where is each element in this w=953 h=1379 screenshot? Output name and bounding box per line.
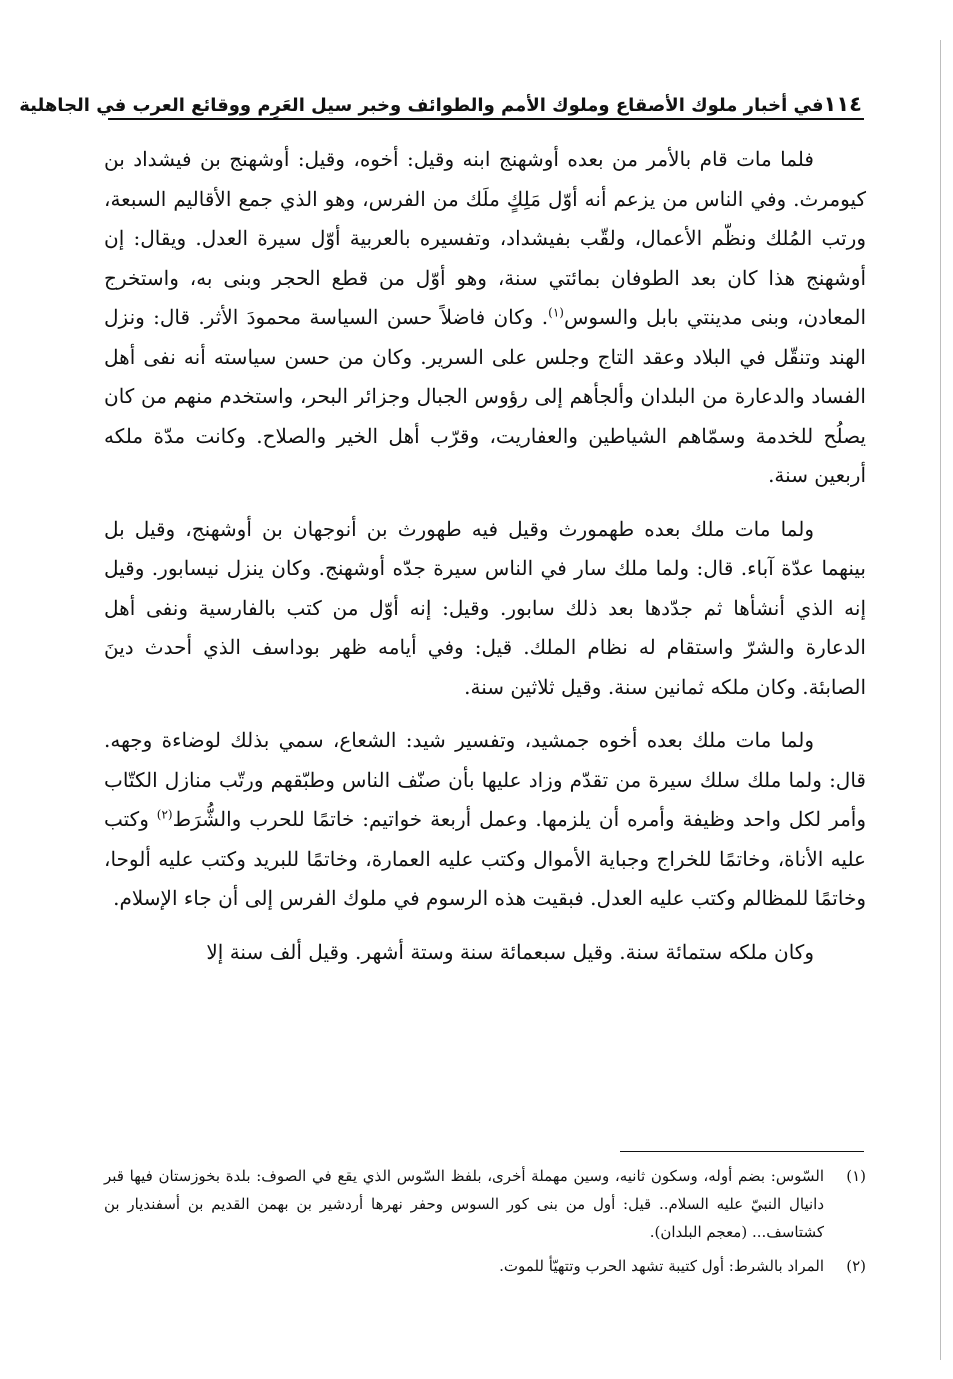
paragraph [104, 510, 866, 708]
paragraph [104, 933, 866, 973]
footnote-reference: (٢) [156, 807, 173, 822]
paragraph [104, 721, 866, 919]
footnote-marker: (٢) [846, 1257, 866, 1275]
paragraph-text: ولما مات ملك بعده طهمورث وقيل فيه طهورث بن أنوجهان بن أوشهنج، وقيل بل بينهما عدّة آباء. قال: ولما ملك سار في الناس سيرة جدّه أوشهنج. وكان ينزل نيسابور. وقيل إنه الذي أنشأها ثم جدّدها بعد ذلك سابور. وقيل: إنه أوّل من كتب بالفارسية ونفى أهل الدعارة والشرّ واستقام له نظام الملك. قيل: وفي أيامه ظهر بوداسف الذي أحدث دينَ الصابئة. وكان ملكه ثمانين سنة. وقيل ثلاثين سنة. [104, 516, 866, 699]
footnote-text: السّوس: بضم أوله، وسكون ثانيه، وسين مهملة أخرى، بلفظ السّوس الذي يقع في الصوف: بلدة بخوزستان فيها قبر دانيال النبيّ عليه السلام.. قيل: أول من بنى كور السوس وحفر نهرها أردشير بن بهمن القديم بن أسفنديار بن كشتاسف... (معجم البلدان). [104, 1167, 824, 1241]
footnote-text: المراد بالشرط: أول كتيبة تشهد الحرب وتتهيّأ للموت. [499, 1257, 824, 1275]
footnote [104, 1162, 866, 1246]
paragraph-text: فلما مات قام بالأمر من بعده أوشهنج ابنه وقيل: أخوه، وقيل: أوشهنج بن فيشداد بن كيومرث. وفي الناس من يزعم أنه أوّل مَلِكٍ ملَك من الفرس، وهو الذي جمع الأقاليم السبعة، ورتب المُلك ونظّم الأعمال، ولقّب بفيشداد، وتفسيره بالعربية أوّل سيرة العدل. ويقال: إن أوشهنج هذا كان بعد الطوفان بمائتي سنة، وهو أوّل من قطع الحجر وبنى به، واستخرج المعادن، وبنى مدينتي بابل والسوس [104, 147, 866, 329]
page-header [19, 80, 862, 116]
page-number: ١١٤ [823, 92, 862, 116]
paragraph [104, 140, 866, 496]
page-edge-line [940, 40, 941, 1360]
paragraph-text: وكتب عليه الأناة، وخاتمًا للخراج وجباية الأموال وكتب عليه العمارة، وخاتمًا للبريد وكتب عليه ألوحا، وخاتمًا للمظالم وكتب عليه العدل. فبقيت هذه الرسوم في ملوك الفرس إلى أن جاء الإسلام. [104, 807, 866, 910]
footnote-marker: (١) [846, 1167, 866, 1185]
main-text [104, 140, 866, 986]
footnotes [104, 1162, 866, 1286]
footnote-separator [620, 1151, 864, 1152]
paragraph-text: . وكان فاضلاً حسن السياسة محمودَ الأثر. قال: ونزل الهند وتنقّل في البلاد وعقد التاج وجلس على السرير. وكان من حسن سياسته أنه نفى أهل الفساد والدعارة من البلدان وألجأهم إلى رؤوس الجبال وجزائر البحر، واستخدم منهم من كان يصلُح للخدمة وسمّاهم الشياطين والعفاريت، وقرّب أهل الخير والصلاح. وكانت مدّة ملكه أربعين سنة. [104, 305, 866, 487]
paragraph-text: ولما مات ملك بعده أخوه جمشيد، وتفسير شيد: الشعاع، سمي بذلك لوضاءة وجهه. قال: ولما ملك سلك سيرة من تقدّم وزاد عليها بأن صنّف الناس وطبّقهم ورتّب منازل الكتّاب وأمر لكل واحد وظيفة وأمره أن يلزمها. وعمل أربعة خواتيم: خاتمًا للحرب والشُّرَط [104, 728, 866, 831]
paragraph-text: وكان ملكه ستمائة سنة. وقيل سبعمائة سنة وستة أشهر. وقيل ألف سنة إلا [206, 939, 814, 964]
running-title: في أخبار ملوك الأصقاع وملوك الأمم والطوائف وخبر سيل العَرِم ووقائع العرب في الجاهلية [19, 95, 824, 116]
footnote [104, 1252, 866, 1280]
header-rule [108, 118, 864, 120]
footnote-reference: (١) [548, 305, 564, 320]
